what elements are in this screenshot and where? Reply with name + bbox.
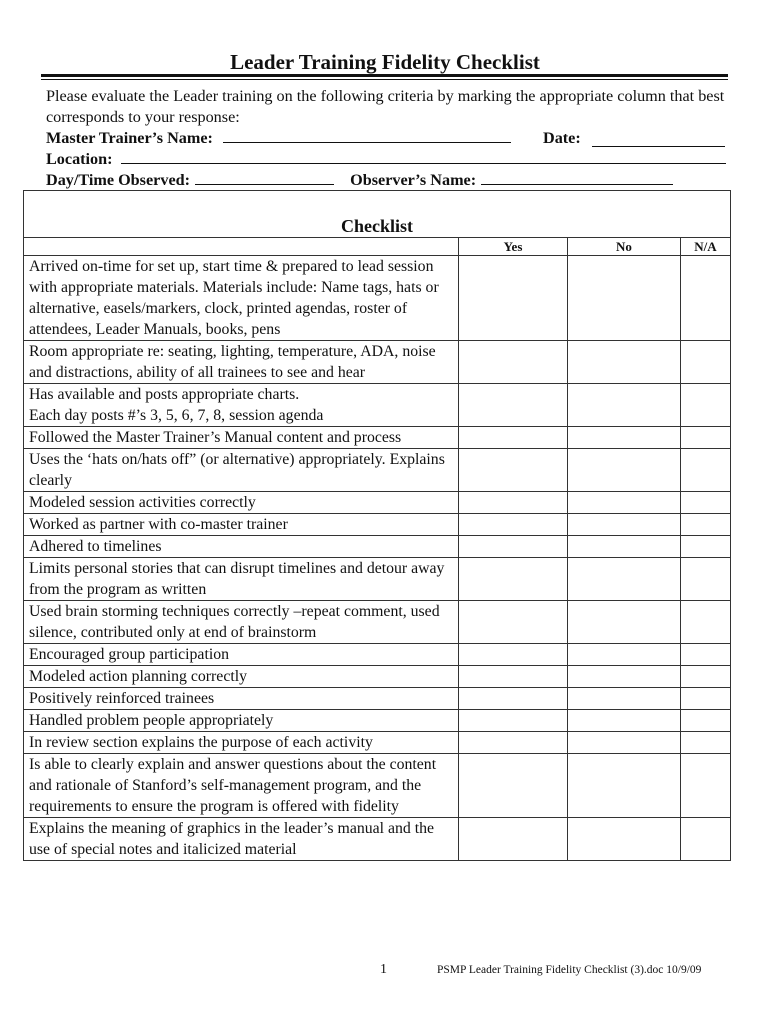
item-column-header [24, 238, 459, 256]
no-checkbox-cell[interactable] [568, 536, 681, 558]
checklist-row [24, 732, 731, 754]
yes-checkbox-cell[interactable] [459, 449, 568, 492]
na-checkbox-cell[interactable] [681, 644, 731, 666]
master-trainer-row [46, 128, 736, 149]
checklist-item: Has available and posts appropriate charts. Each day posts #’s 3, 5, 6, 7, 8, session agenda [24, 384, 459, 427]
yes-checkbox-cell[interactable] [459, 492, 568, 514]
yes-checkbox-cell[interactable] [459, 341, 568, 384]
yes-checkbox-cell[interactable] [459, 644, 568, 666]
yes-checkbox-cell[interactable] [459, 514, 568, 536]
no-column-header: No [568, 238, 681, 256]
file-info: PSMP Leader Training Fidelity Checklist (3).doc 10/9/09 [437, 964, 702, 976]
checklist-item: In review section explains the purpose of each activity [24, 732, 459, 754]
na-checkbox-cell[interactable] [681, 427, 731, 449]
checklist-row [24, 256, 731, 341]
no-checkbox-cell[interactable] [568, 256, 681, 341]
yes-column-header: Yes [459, 238, 568, 256]
yes-checkbox-cell[interactable] [459, 384, 568, 427]
checklist-item: Positively reinforced trainees [24, 688, 459, 710]
checklist-row [24, 601, 731, 644]
checklist-row [24, 427, 731, 449]
no-checkbox-cell[interactable] [568, 492, 681, 514]
no-checkbox-cell[interactable] [568, 818, 681, 861]
na-checkbox-cell[interactable] [681, 536, 731, 558]
yes-checkbox-cell[interactable] [459, 601, 568, 644]
master-trainer-field[interactable] [223, 128, 511, 143]
na-checkbox-cell[interactable] [681, 558, 731, 601]
no-checkbox-cell[interactable] [568, 666, 681, 688]
checklist-item: Modeled session activities correctly [24, 492, 459, 514]
na-checkbox-cell[interactable] [681, 818, 731, 861]
yes-checkbox-cell[interactable] [459, 818, 568, 861]
yes-checkbox-cell[interactable] [459, 256, 568, 341]
na-checkbox-cell[interactable] [681, 688, 731, 710]
na-checkbox-cell[interactable] [681, 710, 731, 732]
na-checkbox-cell[interactable] [681, 601, 731, 644]
no-checkbox-cell[interactable] [568, 514, 681, 536]
no-checkbox-cell[interactable] [568, 384, 681, 427]
checklist-item: Handled problem people appropriately [24, 710, 459, 732]
checklist-row [24, 536, 731, 558]
no-checkbox-cell[interactable] [568, 427, 681, 449]
checklist-item: Worked as partner with co-master trainer [24, 514, 459, 536]
yes-checkbox-cell[interactable] [459, 688, 568, 710]
no-checkbox-cell[interactable] [568, 688, 681, 710]
checklist-item: Uses the ‘hats on/hats off” (or alternative) appropriately. Explains clearly [24, 449, 459, 492]
no-checkbox-cell[interactable] [568, 449, 681, 492]
checklist-item: Is able to clearly explain and answer questions about the content and rationale of Stanford’s self-management program, and the requirements to ensure the program is offered with fidelity [24, 754, 459, 818]
checklist-item: Room appropriate re: seating, lighting, temperature, ADA, noise and distractions, ability of all trainees to see and hear [24, 341, 459, 384]
checklist-row [24, 688, 731, 710]
checklist-item: Modeled action planning correctly [24, 666, 459, 688]
checklist-row [24, 666, 731, 688]
document-title: Leader Training Fidelity Checklist [230, 50, 540, 74]
yes-checkbox-cell[interactable] [459, 427, 568, 449]
checklist-item: Explains the meaning of graphics in the leader’s manual and the use of special notes and italicized material [24, 818, 459, 861]
column-header-row [24, 238, 731, 256]
checklist-item: Followed the Master Trainer’s Manual content and process [24, 427, 459, 449]
no-checkbox-cell[interactable] [568, 341, 681, 384]
na-checkbox-cell[interactable] [681, 514, 731, 536]
checklist-row [24, 341, 731, 384]
day-time-row [46, 170, 736, 191]
checklist-row [24, 492, 731, 514]
yes-checkbox-cell[interactable] [459, 710, 568, 732]
yes-checkbox-cell[interactable] [459, 732, 568, 754]
checklist-item: Arrived on-time for set up, start time & prepared to lead session with appropriate materials. Materials include: Name tags, hats or alternative, easels/markers, clock, printed agendas, roster of attendees, Leader Manuals, books, pens [24, 256, 459, 341]
na-checkbox-cell[interactable] [681, 256, 731, 341]
na-column-header: N/A [681, 238, 731, 256]
yes-checkbox-cell[interactable] [459, 666, 568, 688]
location-row [46, 149, 736, 170]
checklist-item: Encouraged group participation [24, 644, 459, 666]
checklist-row [24, 754, 731, 818]
checklist-heading: Checklist [24, 191, 731, 238]
no-checkbox-cell[interactable] [568, 558, 681, 601]
na-checkbox-cell[interactable] [681, 492, 731, 514]
location-label: Location: [46, 150, 113, 168]
checklist-row [24, 644, 731, 666]
no-checkbox-cell[interactable] [568, 644, 681, 666]
checklist-row [24, 384, 731, 427]
checklist-item: Adhered to timelines [24, 536, 459, 558]
master-trainer-label: Master Trainer’s Name: [46, 129, 213, 147]
checklist-item: Used brain storming techniques correctly –repeat comment, used silence, contributed only at end of brainstorm [24, 601, 459, 644]
yes-checkbox-cell[interactable] [459, 754, 568, 818]
observer-field[interactable] [481, 170, 673, 185]
checklist-item: Limits personal stories that can disrupt timelines and detour away from the program as written [24, 558, 459, 601]
na-checkbox-cell[interactable] [681, 341, 731, 384]
na-checkbox-cell[interactable] [681, 754, 731, 818]
date-label: Date: [543, 129, 581, 147]
na-checkbox-cell[interactable] [681, 384, 731, 427]
checklist-table [23, 190, 731, 861]
day-time-field[interactable] [195, 170, 334, 185]
date-field[interactable] [592, 132, 725, 147]
day-time-label: Day/Time Observed: [46, 171, 191, 189]
observer-label: Observer’s Name: [350, 171, 477, 189]
instructions-text: Please evaluate the Leader training on the following criteria by marking the appropriate column that best corresponds to your response: [46, 87, 725, 126]
na-checkbox-cell[interactable] [681, 732, 731, 754]
checklist-row [24, 558, 731, 601]
checklist-row [24, 449, 731, 492]
no-checkbox-cell[interactable] [568, 601, 681, 644]
na-checkbox-cell[interactable] [681, 449, 731, 492]
yes-checkbox-cell[interactable] [459, 558, 568, 601]
checklist-row [24, 710, 731, 732]
no-checkbox-cell[interactable] [568, 754, 681, 818]
no-checkbox-cell[interactable] [568, 732, 681, 754]
page-number: 1 [380, 962, 387, 977]
no-checkbox-cell[interactable] [568, 710, 681, 732]
location-field[interactable] [121, 149, 726, 164]
checklist-row [24, 818, 731, 861]
title-rule-thick [41, 74, 728, 77]
yes-checkbox-cell[interactable] [459, 536, 568, 558]
checklist-heading-row [24, 191, 731, 238]
title-rule-thin [41, 79, 728, 80]
na-checkbox-cell[interactable] [681, 666, 731, 688]
checklist-row [24, 514, 731, 536]
header-fields [46, 128, 736, 191]
